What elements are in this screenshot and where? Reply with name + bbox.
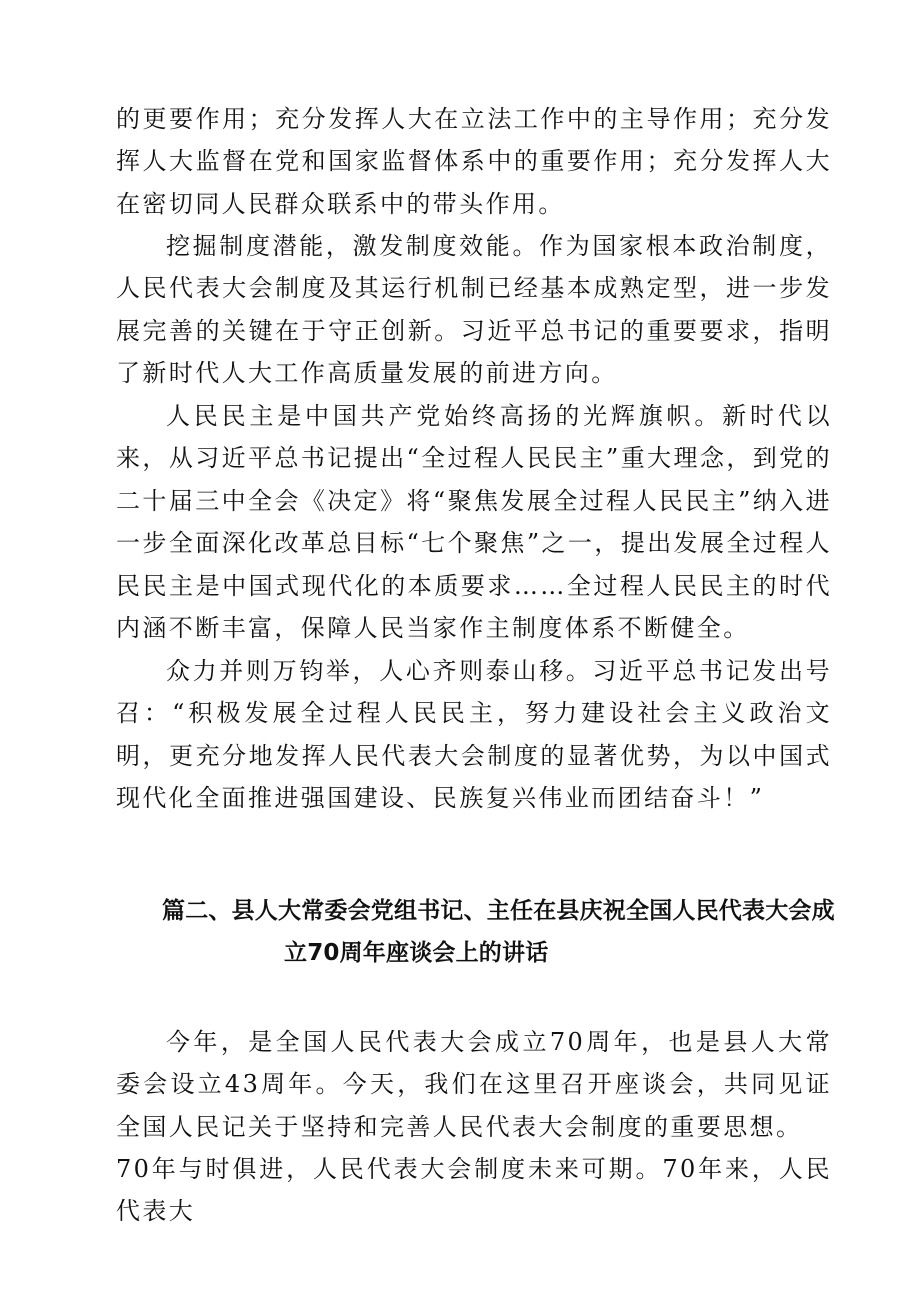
- section-heading-line2: 立70周年座谈会上的讲话: [284, 940, 549, 966]
- section-heading: [162, 890, 852, 974]
- paragraph-system-potential: 挖掘制度潜能，激发制度效能。作为国家根本政治制度，人民代表大会制度及其运行机制已经基本成熟定型，进一步发展完善的关键在于守正创新。习近平总书记的重要要求，指明了新时代人大工作高质量发展的前进方向。: [116, 232, 832, 388]
- paragraph-people-democracy: 人民民主是中国共产党始终高扬的光辉旗帜。新时代以来，从习近平总书记提出“全过程人民民主”重大理念，到党的二十届三中全会《决定》将“聚焦发展全过程人民民主”纳入进一步全面深化改革总目标“七个聚焦”之一，提出发展全过程人民民主是中国式现代化的本质要求……全过程人民民主的时代内涵不断丰富，保障人民当家作主制度体系不断健全。: [116, 402, 832, 643]
- paragraph-call-to-action: 众力并则万钧举，人心齐则泰山移。习近平总书记发出号召：“积极发展全过程人民民主，努力建设社会主义政治文明，更充分地发挥人民代表大会制度的显著优势，为以中国式现代化全面推进强国建设、民族复兴伟业而团结奋斗！”: [116, 657, 832, 813]
- paragraph-seventy-years: 70年与时俱进，人民代表大会制度未来可期。70年来，人民代表大: [116, 1155, 832, 1226]
- paragraph-continuation: 的更要作用；充分发挥人大在立法工作中的主导作用；充分发挥人大监督在党和国家监督体系中的重要作用；充分发挥人大在密切同人民群众联系中的带头作用。: [116, 105, 832, 218]
- section-heading-line1: 篇二、县人大常委会党组书记、主任在县庆祝全国人民代表大会成: [162, 898, 835, 924]
- paragraph-anniversary-intro: 今年，是全国人民代表大会成立70周年，也是县人大常委会设立43周年。今天，我们在这里召开座谈会，共同见证全国人民记关于坚持和完善人民代表大会制度的重要思想。: [116, 1028, 832, 1141]
